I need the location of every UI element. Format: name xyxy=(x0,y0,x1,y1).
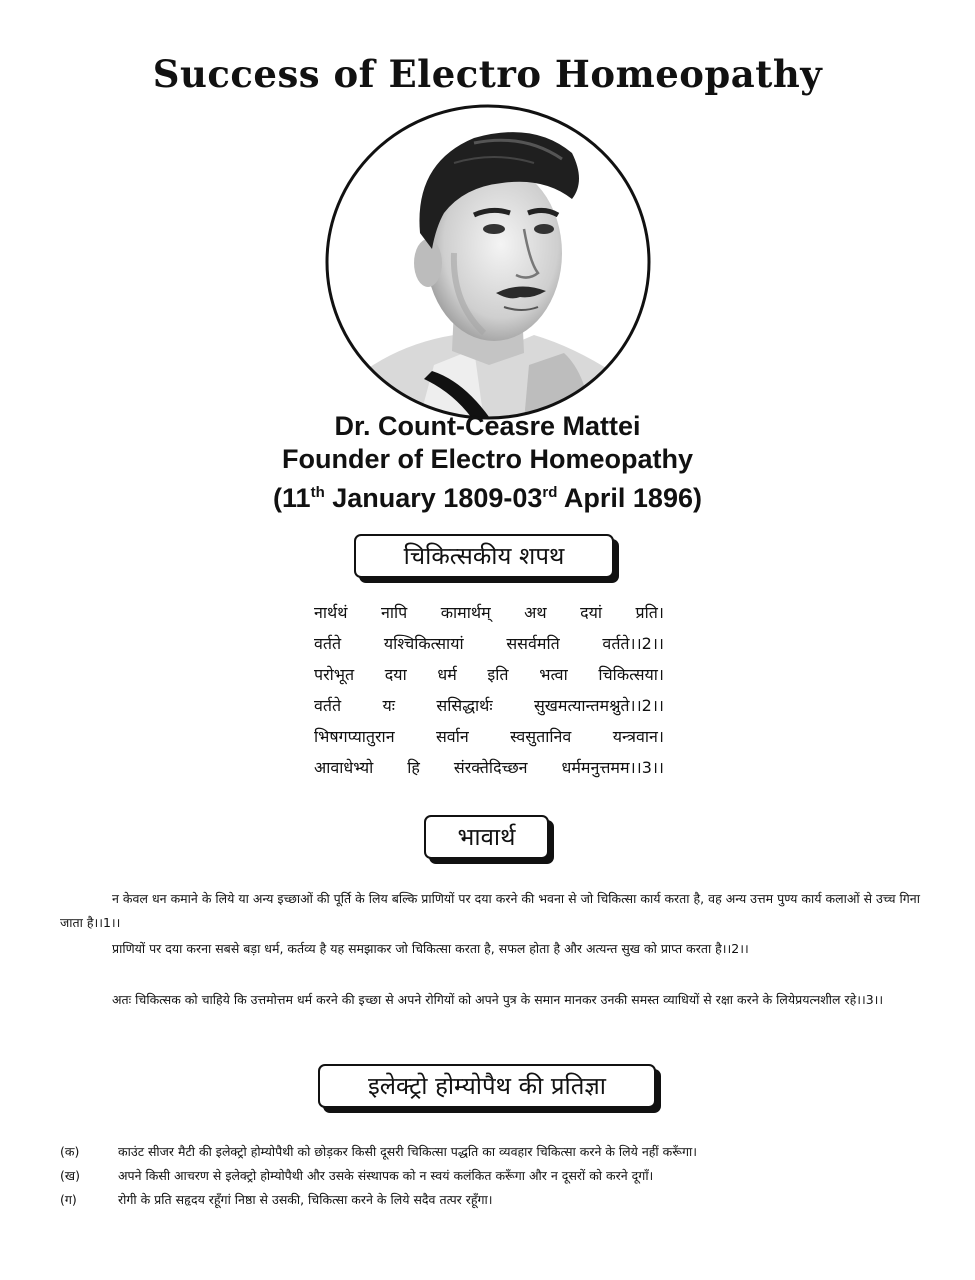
pledge-marker: (ग) xyxy=(60,1192,77,1207)
pledge-item xyxy=(60,1190,940,1210)
pledge-text: रोगी के प्रति सहृदय रहूँगां निष्ठा से उसकी, चिकित्सा करने के लिये सदैव तत्पर रहूँगा। xyxy=(118,1192,493,1207)
meaning-paragraph: प्राणियों पर दया करना सबसे बड़ा धर्म, कर्तव्य है यह समझाकर जो चिकित्सा करता है, सफल होता है और अत्यन्त सुख को प्राप्त करता है।।2।। xyxy=(112,941,749,956)
pledge-text: अपने किसी आचरण से इलेक्ट्रो होम्योपैथी और उसके संस्थापक को न स्वयं कलंकित करूँगा और न दूसरों को करने दूगाँ। xyxy=(118,1168,654,1183)
verse-line: आवाधेभ्यो हि संरक्तेदिच्छन धर्ममनुत्तमम।।3।। xyxy=(314,758,664,777)
page-title: Success of Electro Homeopathy xyxy=(152,52,823,96)
oath-heading: चिकित्सकीय शपथ xyxy=(354,534,614,578)
verse-line: भिषगप्यातुरान सर्वान स्वसुतानिव यन्त्रवान। xyxy=(314,727,664,746)
verse-line: वर्तते यः ससिद्धार्थः सुखमत्यान्तमश्नुते।।2।। xyxy=(314,696,664,715)
verse-line: परोभूत दया धर्म इति भत्वा चिकित्सया। xyxy=(314,665,664,684)
pledge-item xyxy=(60,1166,940,1186)
pledge-marker: (ख) xyxy=(60,1168,80,1183)
meaning-paragraph: न केवल धन कमाने के लिये या अन्य इच्छाओं की पूर्ति के लिय बल्कि प्राणियों पर दया करने की भवना से जो चिकित्सा कार्य करता है, वह अन्य उत्तम पुण्य कार्य कलाओं से उच्च गिना जाता है।।1।। xyxy=(60,891,920,930)
portrait-caption xyxy=(0,410,975,515)
oath-verses xyxy=(314,597,664,783)
pledge-heading: इलेक्ट्रो होम्योपैथ की प्रतिज्ञा xyxy=(318,1064,656,1108)
verse-line: वर्तते यश्चिकित्सायां ससर्वमति वर्तते।।2।। xyxy=(314,634,664,653)
founder-dates: (11th January 1809-03rd April 1896) xyxy=(273,483,702,513)
founder-role: Founder of Electro Homeopathy xyxy=(281,444,694,474)
founder-name: Dr. Count-Ceasre Mattei xyxy=(334,411,641,441)
pledge-item xyxy=(60,1142,940,1162)
pledge-marker: (क) xyxy=(60,1144,80,1159)
verse-line: नार्थथं नापि कामार्थम् अथ दयां प्रति। xyxy=(314,603,664,622)
meaning-paragraph: अतः चिकित्सक को चाहिये कि उत्तमोत्तम धर्म करने की इच्छा से अपने रोगियों को अपने पुत्र के समान मानकर उनकी समस्त व्याधियों से रक्षा करने के लियेप्रयत्नशील रहे।।3।। xyxy=(112,992,884,1007)
portrait-image xyxy=(324,103,652,421)
pledge-text: काउंट सीजर मैटी की इलेक्ट्रो होम्योपैथी को छोड़कर किसी दूसरी चिकित्सा पद्धति का व्यवहार चिकित्सा करने के लिये नहीं करूँगा। xyxy=(118,1144,697,1159)
meaning-heading: भावार्थ xyxy=(424,815,549,859)
